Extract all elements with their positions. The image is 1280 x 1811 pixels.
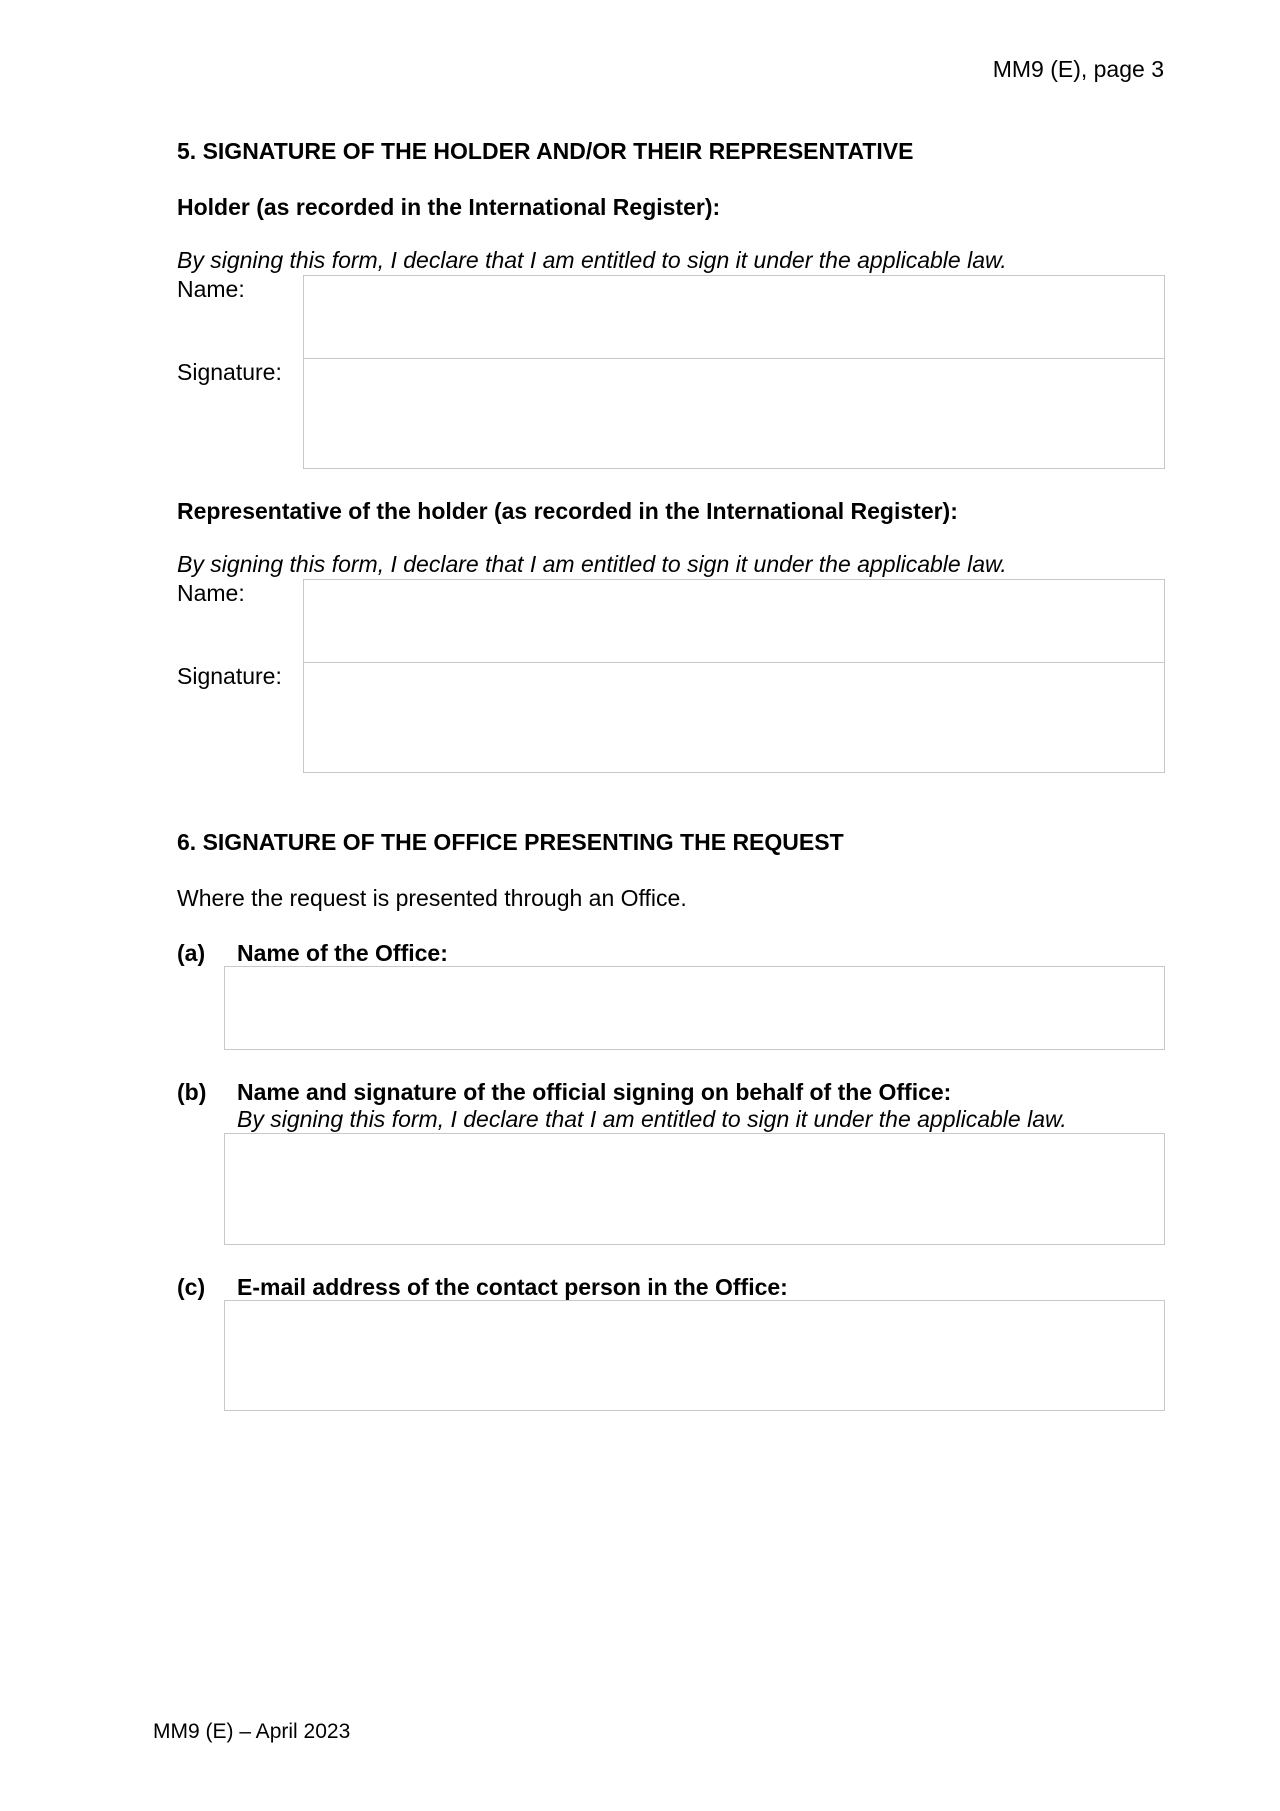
holder-heading: Holder (as recorded in the International Register): bbox=[177, 194, 721, 220]
representative-name-label: Name: bbox=[177, 580, 245, 606]
representative-field-divider bbox=[304, 662, 1164, 663]
section-5-title: 5. SIGNATURE OF THE HOLDER AND/OR THEIR REPRESENTATIVE bbox=[177, 138, 914, 164]
holder-declaration: By signing this form, I declare that I am entitled to sign it under the applicable law. bbox=[177, 247, 1007, 273]
holder-name-field[interactable] bbox=[314, 286, 1154, 346]
representative-signature-label: Signature: bbox=[177, 663, 282, 689]
office-name-field[interactable] bbox=[224, 966, 1165, 1050]
section-6-title: 6. SIGNATURE OF THE OFFICE PRESENTING THE REQUEST bbox=[177, 829, 844, 855]
holder-signature-field[interactable] bbox=[314, 370, 1154, 458]
item-b-marker: (b) bbox=[177, 1079, 207, 1105]
holder-name-label: Name: bbox=[177, 276, 245, 302]
item-b-label: Name and signature of the official signing on behalf of the Office: bbox=[237, 1079, 952, 1105]
representative-declaration: By signing this form, I declare that I am entitled to sign it under the applicable law. bbox=[177, 551, 1007, 577]
contact-email-field[interactable] bbox=[224, 1300, 1165, 1411]
representative-heading: Representative of the holder (as recorded in the International Register): bbox=[177, 498, 958, 524]
footer-doc-reference: MM9 (E) – April 2023 bbox=[153, 1720, 351, 1743]
representative-name-field[interactable] bbox=[314, 590, 1154, 650]
item-a-label: Name of the Office: bbox=[237, 940, 448, 966]
item-c-label: E-mail address of the contact person in the Office: bbox=[237, 1274, 788, 1300]
section-6-intro: Where the request is presented through an Office. bbox=[177, 885, 687, 911]
item-a-marker: (a) bbox=[177, 940, 206, 966]
representative-signature-block bbox=[303, 579, 1165, 773]
representative-signature-field[interactable] bbox=[314, 674, 1154, 762]
holder-field-divider bbox=[304, 358, 1164, 359]
item-c-marker: (c) bbox=[177, 1274, 206, 1300]
holder-signature-block bbox=[303, 275, 1165, 469]
official-signature-field[interactable] bbox=[224, 1133, 1165, 1245]
item-b-declaration: By signing this form, I declare that I am entitled to sign it under the applicable law. bbox=[237, 1106, 1067, 1132]
page-reference: MM9 (E), page 3 bbox=[992, 56, 1164, 82]
holder-signature-label: Signature: bbox=[177, 359, 282, 385]
